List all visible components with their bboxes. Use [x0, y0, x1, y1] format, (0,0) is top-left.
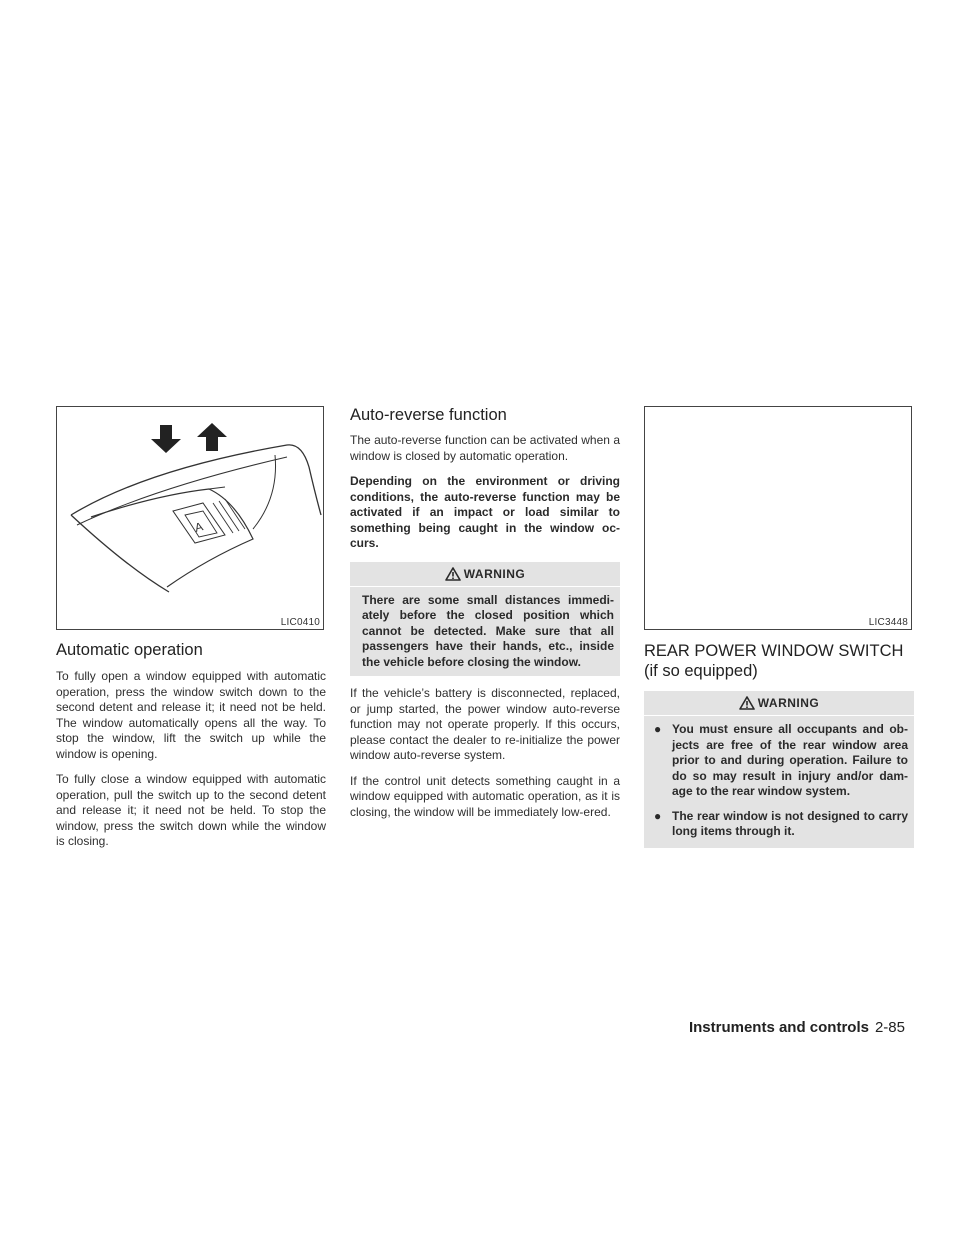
page-footer	[689, 1019, 905, 1036]
svg-text:A: A	[193, 519, 205, 535]
bullet-icon: ●	[654, 808, 662, 823]
automatic-operation-heading: Automatic operation	[56, 641, 203, 659]
figure-label: LIC3448	[868, 617, 908, 628]
window-switch-figure	[56, 406, 324, 630]
figure-label: LIC0410	[280, 617, 320, 628]
arrow-up-icon	[197, 423, 227, 451]
rear-window-switch-figure	[644, 406, 912, 630]
arrow-down-icon	[151, 425, 181, 453]
warning-title: WARNING	[350, 562, 620, 587]
window-switch-illustration	[57, 407, 325, 631]
paragraph: If the control unit detects something caught in a window equipped with automatic operation, as it is closing, the window will be immediately low-ered.	[350, 773, 620, 819]
warning-text: There are some small distances immedi-ately before the closed position which cannot be detected. Make sure that all passengers have their hands, etc., inside the vehicle before closing the window.	[362, 592, 614, 669]
warning-box	[350, 562, 620, 677]
paragraph: To fully open a window equipped with automatic operation, press the window switch down to the second detent and release it; it need not be held. The window automatically opens all the way. To stop the window, lift the switch up while the window is opening.	[56, 669, 326, 761]
bold-note: Depending on the environment or driving conditions, the auto-reverse function may be activated if an impact or load similar to something being caught in the window oc-curs.	[350, 474, 620, 550]
page-number: 2-85	[874, 1019, 905, 1036]
column-left	[56, 406, 326, 860]
warning-box	[644, 691, 914, 848]
section-title: Instruments and controls	[688, 1019, 869, 1036]
rear-power-window-heading: REAR POWER WINDOW SWITCH (if so equipped)	[644, 642, 904, 680]
warning-triangle-icon	[445, 567, 461, 581]
paragraph: If the vehicle’s battery is disconnected, replaced, or jump started, the power window auto-reverse function may not operate properly. If this occurs, please contact the dealer to re-initialize the power window auto-reverse system.	[350, 686, 620, 762]
warning-list	[644, 716, 914, 840]
warning-triangle-icon	[739, 696, 755, 710]
auto-reverse-heading: Auto-reverse function	[350, 406, 507, 424]
column-middle	[350, 406, 620, 830]
bullet-icon: ●	[654, 722, 662, 736]
warning-title: WARNING	[644, 691, 914, 716]
paragraph: To fully close a window equipped with automatic operation, pull the switch up to the second detent and release it; it need not be held. To stop the window, press the switch down while the window is closing.	[56, 772, 326, 848]
warning-item: ● The rear window is not designed to carry long items through it.	[654, 808, 908, 838]
warning-item: ● You must ensure all occupants and ob-jects are free of the rear window area prior to and during operation. Failure to do so may result in injury and/or dam-age to the rear window system.	[654, 722, 908, 798]
column-right	[644, 406, 914, 858]
paragraph: The auto-reverse function can be activated when a window is closed by automatic operation.	[350, 433, 620, 463]
